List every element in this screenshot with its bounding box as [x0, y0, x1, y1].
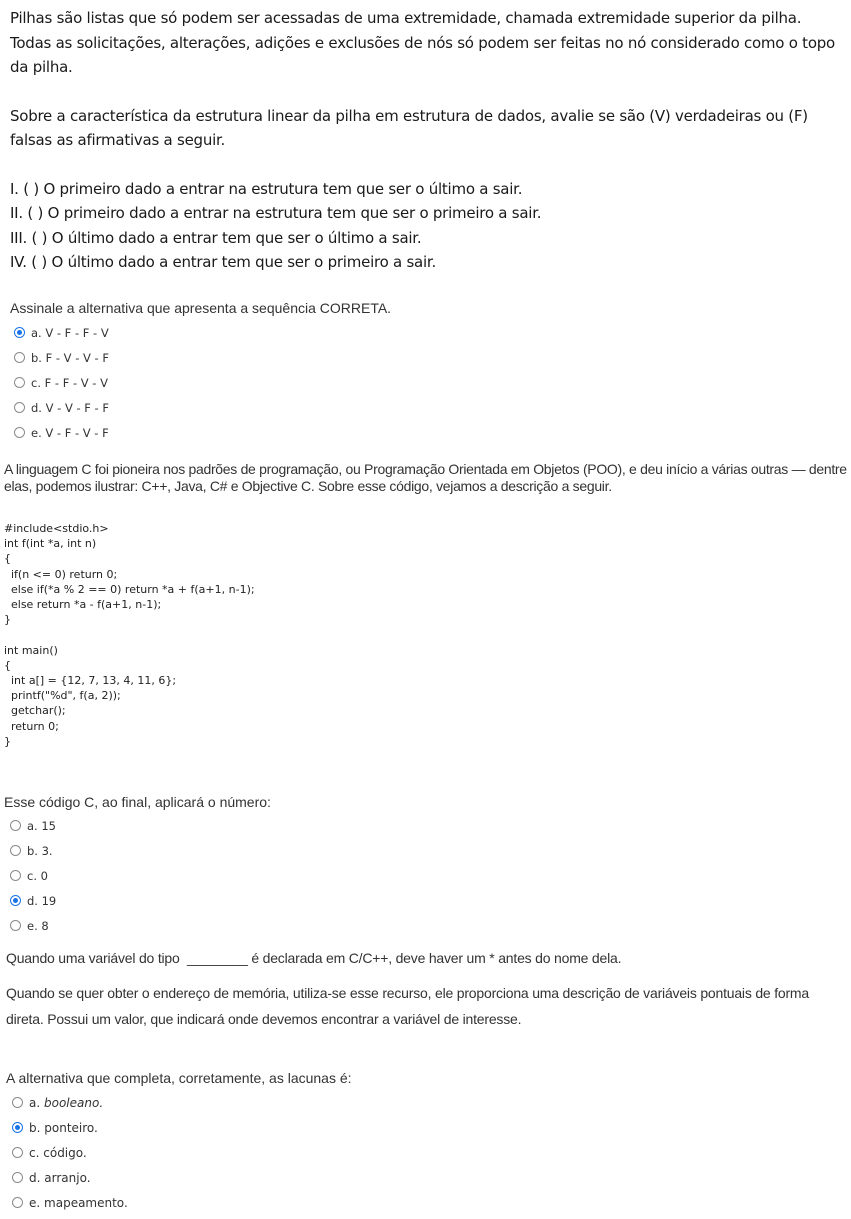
q1-option-label: a. V - F - F - V — [31, 325, 109, 340]
q3-option-letter: b. — [29, 1120, 41, 1135]
q2-option-c[interactable] — [10, 863, 56, 888]
q2-option-label: d. 19 — [27, 893, 57, 908]
q3-line-1: Quando uma variável do tipo ________ é declarada em C/C++, deve haver um * antes do nome dela. — [6, 950, 622, 966]
q2-option-d[interactable] — [10, 888, 56, 913]
q1-radio-b[interactable] — [14, 352, 25, 363]
q3-option-label: arranjo. — [44, 1170, 91, 1185]
q2-radio-a[interactable] — [10, 820, 21, 831]
q1-radio-d[interactable] — [14, 402, 25, 413]
q3-option-letter: c. — [29, 1145, 40, 1160]
q2-option-e[interactable] — [10, 913, 56, 938]
q2-option-label: c. 0 — [27, 868, 48, 883]
q3-option-label: booleano. — [44, 1095, 104, 1110]
q3-radio-c[interactable] — [12, 1147, 23, 1158]
q3-option-label: ponteiro. — [44, 1120, 98, 1135]
q1-option-b[interactable] — [14, 345, 109, 370]
q3-radio-d[interactable] — [12, 1172, 23, 1183]
q2-intro: A linguagem C foi pioneira nos padrões de programação, ou Programação Orientada em Objetos (POO), e deu início a várias outras — dentre elas, podemos ilustrar: C++, Java, C# e Objective C. Sobre esse código, vejamos a descrição a seguir. — [4, 461, 847, 494]
q1-option-d[interactable] — [14, 395, 109, 420]
q2-code-block: #include<stdio.h> int f(int *a, int n) { if(n <= 0) return 0; else if(*a % 2 == 0) return *a + f(a+1, n-1); else return *a - f(a+1, n-1); } int main() { int a[] = {12, 7, 13, 4, 11, 6}; printf("%d", f(a, 2)); getchar(); return 0; } — [4, 522, 255, 748]
q2-radio-c[interactable] — [10, 870, 21, 881]
q3-option-a[interactable] — [12, 1090, 128, 1115]
q2-radio-b[interactable] — [10, 845, 21, 856]
q2-options — [10, 813, 56, 938]
question-1-text — [10, 6, 845, 275]
q3-option-letter: a. — [29, 1095, 41, 1110]
q1-option-label: e. V - F - V - F — [31, 425, 109, 440]
q2-option-label: b. 3. — [27, 843, 53, 858]
q2-radio-e[interactable] — [10, 920, 21, 931]
q3-option-e[interactable] — [12, 1190, 128, 1215]
q1-radio-e[interactable] — [14, 427, 25, 438]
q3-option-letter: e. — [29, 1195, 41, 1210]
q1-statement-1: I. ( ) O primeiro dado a entrar na estrutura tem que ser o último a sair. — [10, 179, 523, 198]
q3-line-2: Quando se quer obter o endereço de memória, utiliza-se esse recurso, ele proporciona uma descrição de variáveis pontuais de forma direta. Possui um valor, que indicará onde devemos encontrar a variável de interesse. — [6, 985, 809, 1027]
q1-prompt: Assinale a alternativa que apresenta a sequência CORRETA. — [10, 300, 392, 316]
q3-radio-e[interactable] — [12, 1197, 23, 1208]
q1-options — [14, 320, 109, 445]
q3-option-label: mapeamento. — [44, 1195, 128, 1210]
q1-radio-a[interactable] — [14, 327, 25, 338]
q3-options — [12, 1090, 128, 1215]
q2-prompt: Esse código C, ao final, aplicará o número: — [4, 794, 271, 810]
q2-option-a[interactable] — [10, 813, 56, 838]
q3-radio-b[interactable] — [12, 1122, 23, 1133]
q1-statement-3: III. ( ) O último dado a entrar tem que ser o último a sair. — [10, 228, 422, 247]
q3-prompt: A alternativa que completa, corretamente, as lacunas é: — [6, 1070, 352, 1086]
q2-option-b[interactable] — [10, 838, 56, 863]
q2-option-label: e. 8 — [27, 918, 49, 933]
q1-option-label: c. F - F - V - V — [31, 375, 108, 390]
q1-option-c[interactable] — [14, 370, 109, 395]
q1-statement-2: II. ( ) O primeiro dado a entrar na estrutura tem que ser o primeiro a sair. — [10, 204, 542, 222]
q2-radio-d[interactable] — [10, 895, 21, 906]
q3-option-letter: d. — [29, 1170, 41, 1185]
q1-paragraph-1: Pilhas são listas que só podem ser acessadas de uma extremidade, chamada extremidade superior da pilha. Todas as solicitações, alterações, adições e exclusões de nós só podem ser feitas no nó considerado como o topo da pilha. — [10, 9, 835, 76]
q1-option-e[interactable] — [14, 420, 109, 445]
q1-paragraph-2: Sobre a característica da estrutura linear da pilha em estrutura de dados, avalie se são (V) verdadeiras ou (F) falsas as afirmativas a seguir. — [10, 106, 808, 149]
q3-option-d[interactable] — [12, 1165, 128, 1190]
q3-option-c[interactable] — [12, 1140, 128, 1165]
q1-option-a[interactable] — [14, 320, 109, 345]
q2-option-label: a. 15 — [27, 818, 56, 833]
q3-option-label: código. — [43, 1145, 87, 1160]
q3-radio-a[interactable] — [12, 1097, 23, 1108]
q1-option-label: b. F - V - V - F — [31, 350, 109, 365]
q1-statement-4: IV. ( ) O último dado a entrar tem que ser o primeiro a sair. — [10, 253, 436, 271]
q1-option-label: d. V - V - F - F — [31, 400, 109, 415]
q3-option-b[interactable] — [12, 1115, 128, 1140]
q1-radio-c[interactable] — [14, 377, 25, 388]
